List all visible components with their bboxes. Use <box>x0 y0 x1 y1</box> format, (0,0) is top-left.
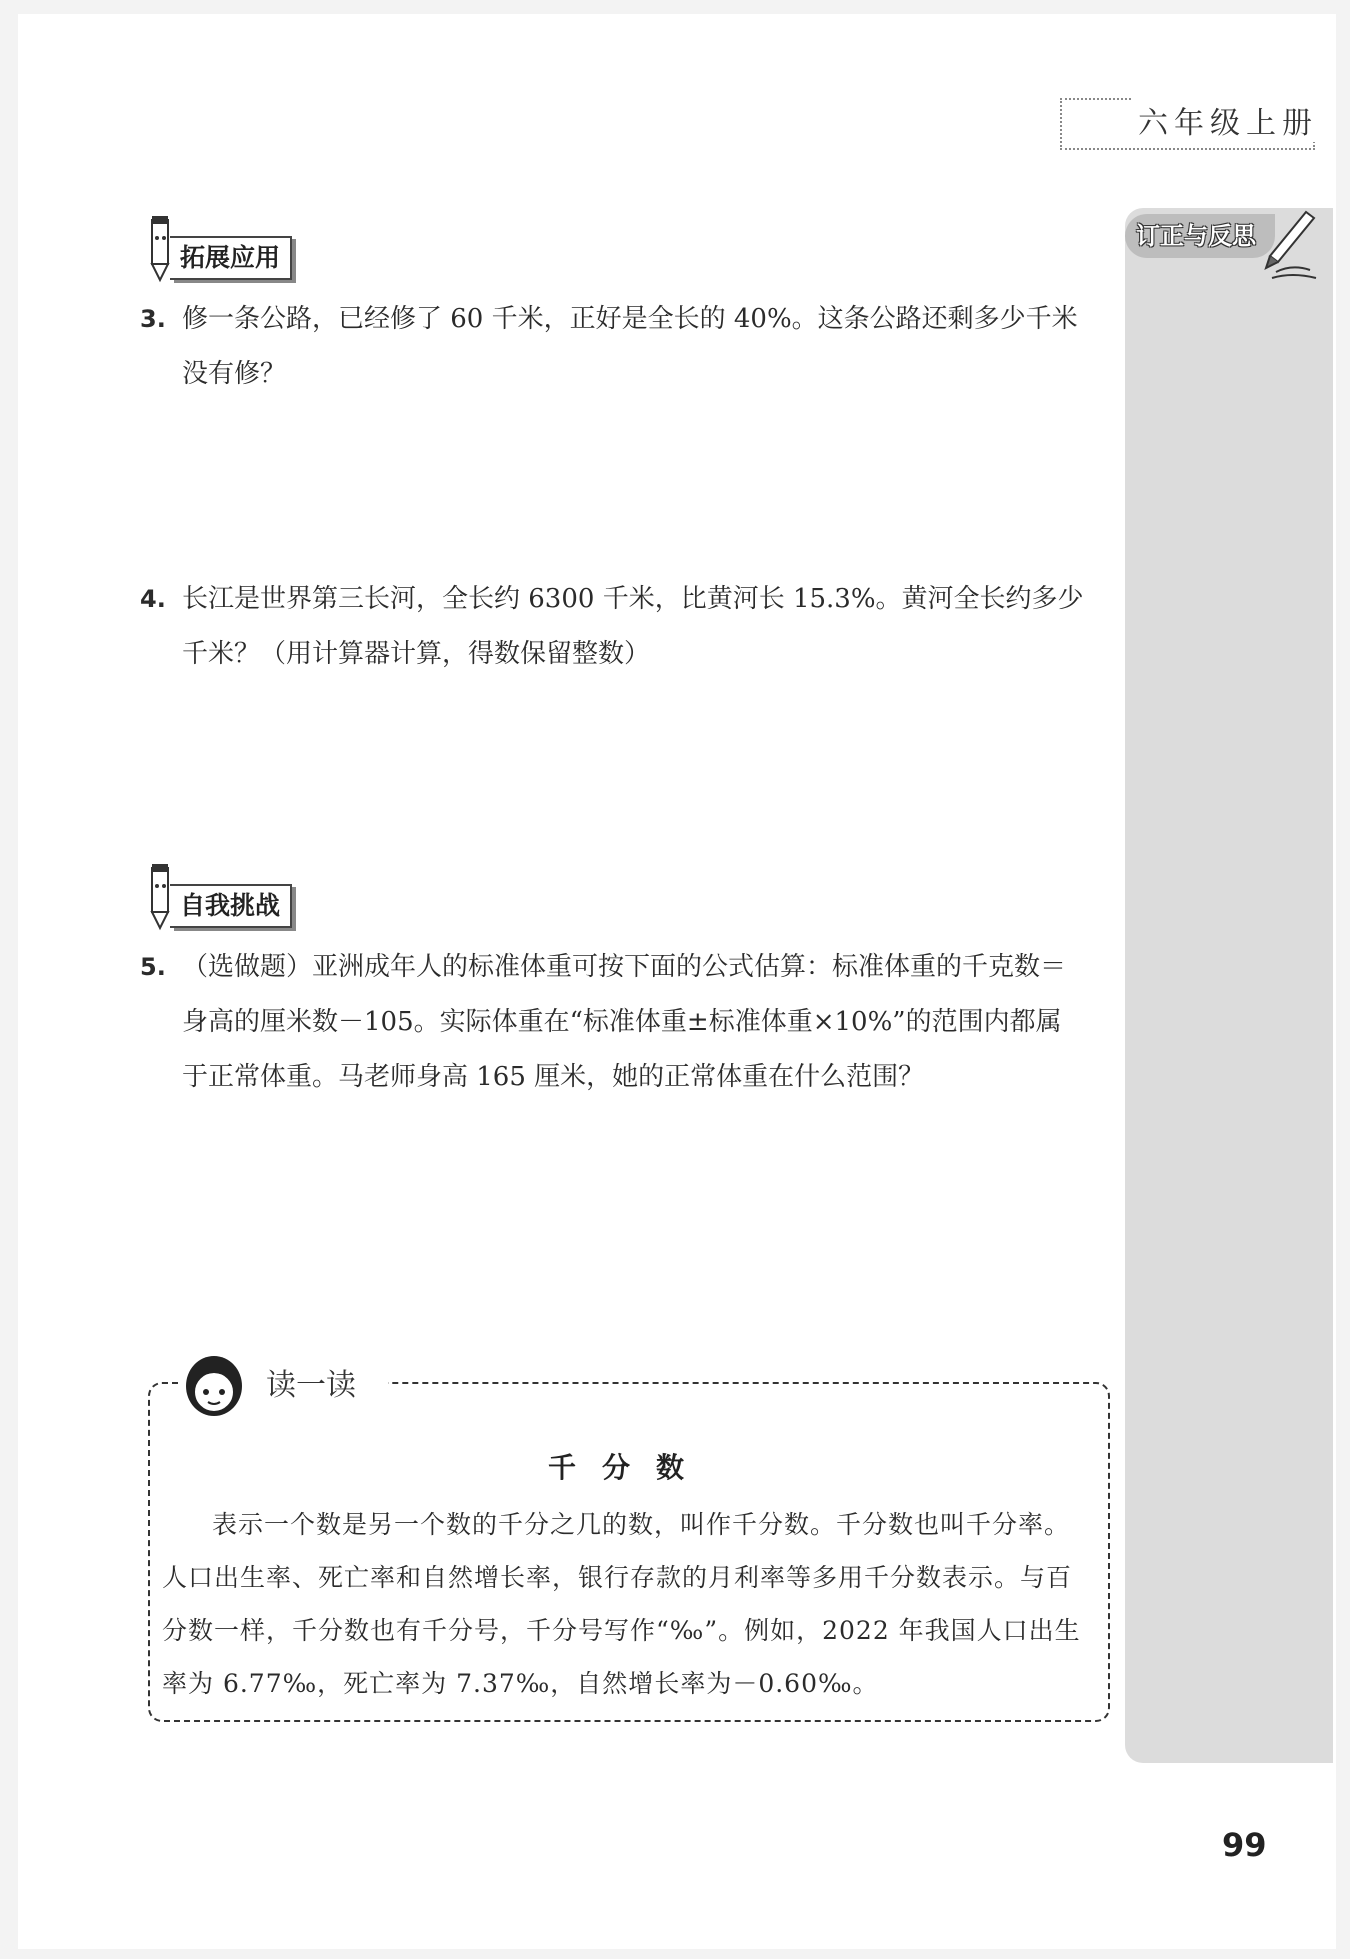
page-number: 99 <box>1222 1826 1267 1864</box>
question-text: 长江是世界第三长河，全长约 6300 千米，比黄河长 15.3%。黄河全长约多少千米？（用计算器计算，得数保留整数） <box>182 584 1084 669</box>
section-title: 拓展应用 <box>170 236 292 280</box>
question-5 <box>140 940 1085 1105</box>
question-number: 3. <box>140 305 166 333</box>
grade-label: 六年级上册 <box>1132 98 1324 142</box>
question-number: 5. <box>140 953 166 981</box>
correction-sidebar <box>1125 208 1333 1763</box>
girl-face-icon <box>178 1350 250 1422</box>
question-3 <box>140 292 1085 402</box>
sidebar-label: 订正与反思 <box>1136 222 1256 250</box>
pen-icon <box>1262 204 1322 284</box>
question-text: （选做题）亚洲成年人的标准体重可按下面的公式估算：标准体重的千克数＝身高的厘米数－105。实际体重在“标准体重±标准体重×10%”的范围内都属于正常体重。马老师身高 165 厘米，她的正常体重在什么范围？ <box>182 952 1067 1092</box>
question-number: 4. <box>140 585 166 613</box>
reading-label: 读一读 <box>266 1368 356 1403</box>
question-text: 修一条公路，已经修了 60 千米，正好是全长的 40%。这条公路还剩多少千米没有修？ <box>182 304 1078 389</box>
section-title: 自我挑战 <box>170 884 292 928</box>
question-4 <box>140 572 1085 682</box>
reading-header <box>178 1350 388 1420</box>
reading-title: 千分数 <box>547 1451 710 1484</box>
reading-body: 表示一个数是另一个数的千分之几的数，叫作千分数。千分数也叫千分率。人口出生率、死亡率和自然增长率，银行存款的月利率等多用千分数表示。与百分数一样，千分数也有千分号，千分号写作“‰”。例如，2022 年我国人口出生率为 6.77‰，死亡率为 7.37‰，自然增长率为－0.60‰。 <box>162 1510 1081 1698</box>
